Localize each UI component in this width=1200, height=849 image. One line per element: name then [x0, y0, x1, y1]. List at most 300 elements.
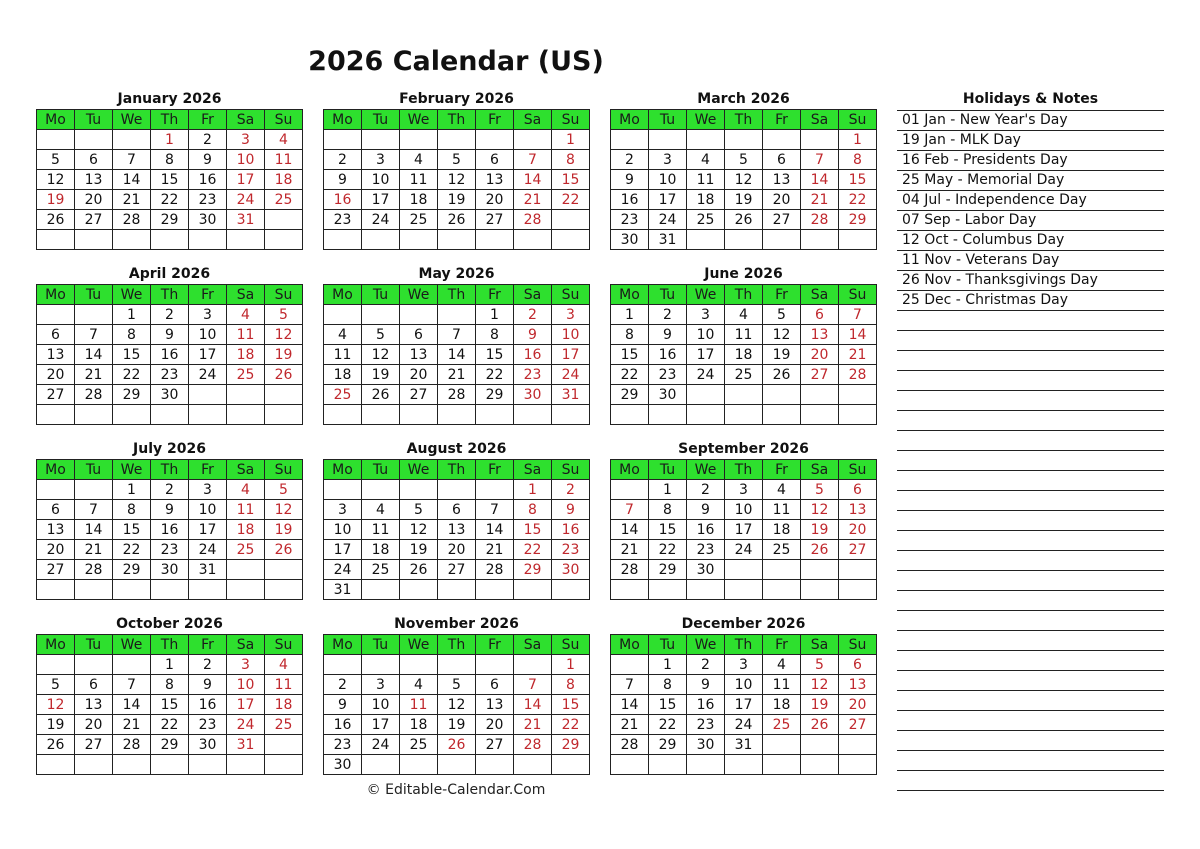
weekday-header: We: [687, 285, 725, 305]
day-cell: 21: [438, 365, 476, 385]
day-cell: 4: [400, 150, 438, 170]
day-cell: 8: [839, 150, 877, 170]
empty-cell: [227, 405, 265, 425]
day-cell: 9: [189, 150, 227, 170]
day-cell: 21: [611, 540, 649, 560]
day-cell: 21: [113, 190, 151, 210]
empty-cell: [75, 655, 113, 675]
day-cell: 24: [725, 715, 763, 735]
day-cell: 1: [649, 480, 687, 500]
day-cell: 21: [75, 540, 113, 560]
month-table: [323, 634, 590, 775]
note-line: [897, 351, 1164, 371]
day-cell: 13: [438, 520, 476, 540]
day-cell: 13: [476, 695, 514, 715]
week-row: [324, 715, 590, 735]
day-cell: 24: [649, 210, 687, 230]
weekday-header: Sa: [227, 635, 265, 655]
note-line: [897, 651, 1164, 671]
note-line: 16 Feb - Presidents Day: [897, 151, 1164, 171]
week-row: [324, 500, 590, 520]
weekday-header: Fr: [189, 110, 227, 130]
month-block: [610, 264, 877, 425]
week-row: [37, 735, 303, 755]
day-cell: 30: [324, 755, 362, 775]
day-cell: 16: [611, 190, 649, 210]
weekday-header: Th: [725, 460, 763, 480]
day-cell: 22: [552, 190, 590, 210]
week-row: [324, 365, 590, 385]
day-cell: 14: [611, 695, 649, 715]
weekday-header: Sa: [514, 110, 552, 130]
day-cell: 25: [265, 715, 303, 735]
weekday-header: Fr: [476, 110, 514, 130]
empty-cell: [725, 130, 763, 150]
empty-cell: [227, 580, 265, 600]
week-row: [611, 150, 877, 170]
month-table: [323, 459, 590, 600]
day-cell: 16: [189, 695, 227, 715]
weekday-header: Tu: [75, 460, 113, 480]
week-row: [611, 305, 877, 325]
day-cell: 6: [839, 655, 877, 675]
day-cell: 3: [362, 150, 400, 170]
day-cell: 15: [552, 170, 590, 190]
day-cell: 24: [324, 560, 362, 580]
note-line: [897, 451, 1164, 471]
day-cell: 2: [189, 655, 227, 675]
empty-cell: [611, 405, 649, 425]
day-cell: 10: [552, 325, 590, 345]
day-cell: 14: [514, 695, 552, 715]
weekday-header: Th: [438, 110, 476, 130]
day-cell: 26: [438, 210, 476, 230]
day-cell: 28: [611, 735, 649, 755]
day-cell: 17: [227, 170, 265, 190]
day-cell: 13: [37, 520, 75, 540]
month-table: [36, 109, 303, 250]
empty-cell: [801, 130, 839, 150]
day-cell: 9: [687, 675, 725, 695]
day-cell: 8: [113, 500, 151, 520]
day-cell: 16: [324, 190, 362, 210]
holidays-notes-panel: [897, 89, 1164, 791]
weekday-header: Fr: [189, 460, 227, 480]
day-cell: 8: [151, 675, 189, 695]
note-line: 25 Dec - Christmas Day: [897, 291, 1164, 311]
day-cell: 17: [649, 190, 687, 210]
day-cell: 29: [151, 210, 189, 230]
day-cell: 15: [113, 345, 151, 365]
note-line: [897, 611, 1164, 631]
empty-cell: [265, 755, 303, 775]
note-line: [897, 551, 1164, 571]
week-row: [611, 170, 877, 190]
day-cell: 27: [75, 210, 113, 230]
day-cell: 1: [151, 655, 189, 675]
note-line: [897, 691, 1164, 711]
day-cell: 10: [227, 675, 265, 695]
day-cell: 3: [189, 480, 227, 500]
day-cell: 8: [649, 675, 687, 695]
weekday-header: Tu: [649, 285, 687, 305]
week-row: [324, 755, 590, 775]
weekday-header: Sa: [801, 460, 839, 480]
day-cell: 25: [400, 210, 438, 230]
empty-cell: [75, 230, 113, 250]
empty-cell: [113, 580, 151, 600]
day-cell: 29: [611, 385, 649, 405]
week-row: [37, 500, 303, 520]
empty-cell: [227, 230, 265, 250]
day-cell: 18: [400, 715, 438, 735]
day-cell: 12: [362, 345, 400, 365]
day-cell: 15: [113, 520, 151, 540]
week-row: [611, 230, 877, 250]
day-cell: 17: [362, 715, 400, 735]
day-cell: 21: [611, 715, 649, 735]
day-cell: 31: [649, 230, 687, 250]
month-table: [323, 109, 590, 250]
empty-cell: [552, 755, 590, 775]
weekday-header: Su: [839, 460, 877, 480]
day-cell: 3: [725, 655, 763, 675]
day-cell: 22: [151, 715, 189, 735]
day-cell: 1: [113, 305, 151, 325]
week-row: [37, 755, 303, 775]
empty-cell: [763, 230, 801, 250]
note-line: [897, 491, 1164, 511]
note-line: [897, 731, 1164, 751]
day-cell: 18: [265, 695, 303, 715]
day-cell: 12: [400, 520, 438, 540]
day-cell: 4: [227, 305, 265, 325]
month-block: [36, 89, 303, 250]
day-cell: 2: [324, 675, 362, 695]
day-cell: 9: [151, 500, 189, 520]
day-cell: 16: [514, 345, 552, 365]
empty-cell: [75, 305, 113, 325]
day-cell: 22: [113, 365, 151, 385]
notes-title: Holidays & Notes: [897, 89, 1164, 111]
weekday-header: Fr: [476, 460, 514, 480]
day-cell: 20: [37, 365, 75, 385]
day-cell: 14: [438, 345, 476, 365]
empty-cell: [400, 480, 438, 500]
weekday-header: Tu: [362, 285, 400, 305]
day-cell: 6: [400, 325, 438, 345]
empty-cell: [362, 755, 400, 775]
weekday-header: Su: [839, 285, 877, 305]
day-cell: 27: [763, 210, 801, 230]
day-cell: 31: [552, 385, 590, 405]
day-cell: 2: [687, 655, 725, 675]
month-block: [323, 264, 590, 425]
day-cell: 1: [552, 655, 590, 675]
day-cell: 24: [687, 365, 725, 385]
day-cell: 11: [400, 695, 438, 715]
empty-cell: [75, 480, 113, 500]
day-cell: 19: [362, 365, 400, 385]
day-cell: 25: [725, 365, 763, 385]
day-cell: 22: [514, 540, 552, 560]
day-cell: 4: [227, 480, 265, 500]
day-cell: 3: [324, 500, 362, 520]
weekday-header: We: [400, 110, 438, 130]
day-cell: 6: [37, 325, 75, 345]
day-cell: 11: [227, 325, 265, 345]
day-cell: 11: [763, 675, 801, 695]
weekday-header: We: [687, 110, 725, 130]
day-cell: 16: [151, 520, 189, 540]
empty-cell: [476, 755, 514, 775]
weekday-header: Tu: [649, 110, 687, 130]
day-cell: 24: [725, 540, 763, 560]
month-table: [610, 634, 877, 775]
empty-cell: [400, 130, 438, 150]
week-row: [324, 190, 590, 210]
weekday-header: We: [687, 460, 725, 480]
note-line: [897, 391, 1164, 411]
note-line: [897, 331, 1164, 351]
day-cell: 26: [801, 540, 839, 560]
note-line: 12 Oct - Columbus Day: [897, 231, 1164, 251]
weekday-header: Tu: [75, 635, 113, 655]
weekday-header: Tu: [75, 285, 113, 305]
weekday-header: We: [113, 110, 151, 130]
day-cell: 28: [113, 210, 151, 230]
weekday-header: Su: [265, 635, 303, 655]
day-cell: 13: [75, 695, 113, 715]
weekday-header: Fr: [476, 285, 514, 305]
note-line: [897, 711, 1164, 731]
day-cell: 18: [227, 520, 265, 540]
empty-cell: [801, 385, 839, 405]
day-cell: 17: [552, 345, 590, 365]
day-cell: 27: [37, 385, 75, 405]
week-row: [324, 305, 590, 325]
month-name: February 2026: [399, 91, 514, 107]
week-row: [324, 230, 590, 250]
day-cell: 18: [763, 520, 801, 540]
day-cell: 14: [801, 170, 839, 190]
empty-cell: [75, 580, 113, 600]
day-cell: 4: [362, 500, 400, 520]
day-cell: 31: [227, 210, 265, 230]
month-block: [323, 89, 590, 250]
day-cell: 12: [438, 695, 476, 715]
day-cell: 12: [438, 170, 476, 190]
empty-cell: [476, 580, 514, 600]
day-cell: 4: [265, 130, 303, 150]
week-row: [37, 385, 303, 405]
empty-cell: [265, 580, 303, 600]
week-row: [324, 130, 590, 150]
day-cell: 9: [514, 325, 552, 345]
day-cell: 16: [151, 345, 189, 365]
weekday-header: Tu: [362, 110, 400, 130]
month-block: [610, 439, 877, 600]
day-cell: 18: [265, 170, 303, 190]
month-name: June 2026: [704, 266, 783, 282]
empty-cell: [763, 735, 801, 755]
weekday-header: Sa: [514, 285, 552, 305]
month-table: [610, 109, 877, 250]
day-cell: 7: [514, 150, 552, 170]
day-cell: 25: [324, 385, 362, 405]
day-cell: 26: [265, 365, 303, 385]
empty-cell: [265, 735, 303, 755]
day-cell: 3: [552, 305, 590, 325]
empty-cell: [438, 405, 476, 425]
day-cell: 19: [725, 190, 763, 210]
weekday-header: Su: [265, 110, 303, 130]
weekday-header: Th: [438, 635, 476, 655]
weekday-header: Tu: [362, 460, 400, 480]
weekday-header: Su: [552, 635, 590, 655]
weekday-header: Mo: [324, 635, 362, 655]
day-cell: 6: [801, 305, 839, 325]
note-line: [897, 311, 1164, 331]
empty-cell: [725, 405, 763, 425]
week-row: [611, 210, 877, 230]
weekday-header: Su: [552, 285, 590, 305]
week-row: [37, 150, 303, 170]
month-name: October 2026: [116, 616, 223, 632]
day-cell: 10: [725, 500, 763, 520]
day-cell: 14: [839, 325, 877, 345]
day-cell: 5: [265, 305, 303, 325]
week-row: [611, 655, 877, 675]
day-cell: 10: [687, 325, 725, 345]
day-cell: 13: [400, 345, 438, 365]
day-cell: 23: [649, 365, 687, 385]
empty-cell: [362, 405, 400, 425]
day-cell: 10: [362, 695, 400, 715]
day-cell: 24: [189, 540, 227, 560]
day-cell: 23: [324, 735, 362, 755]
day-cell: 17: [362, 190, 400, 210]
week-row: [611, 560, 877, 580]
weekday-header: Mo: [324, 460, 362, 480]
day-cell: 7: [75, 325, 113, 345]
weekday-header: Fr: [763, 285, 801, 305]
day-cell: 30: [514, 385, 552, 405]
day-cell: 5: [37, 150, 75, 170]
week-row: [37, 405, 303, 425]
day-cell: 26: [438, 735, 476, 755]
empty-cell: [151, 230, 189, 250]
weekday-header: Fr: [189, 285, 227, 305]
empty-cell: [476, 230, 514, 250]
empty-cell: [438, 755, 476, 775]
day-cell: 21: [514, 715, 552, 735]
day-cell: 28: [75, 560, 113, 580]
day-cell: 15: [514, 520, 552, 540]
empty-cell: [839, 385, 877, 405]
day-cell: 11: [400, 170, 438, 190]
empty-cell: [763, 580, 801, 600]
week-row: [611, 480, 877, 500]
empty-cell: [400, 305, 438, 325]
week-row: [611, 345, 877, 365]
month-block: [610, 89, 877, 250]
day-cell: 18: [687, 190, 725, 210]
month-table: [36, 284, 303, 425]
day-cell: 30: [611, 230, 649, 250]
day-cell: 24: [552, 365, 590, 385]
empty-cell: [476, 480, 514, 500]
empty-cell: [265, 230, 303, 250]
day-cell: 16: [649, 345, 687, 365]
day-cell: 12: [265, 500, 303, 520]
weekday-header: Th: [151, 460, 189, 480]
empty-cell: [438, 130, 476, 150]
empty-cell: [649, 405, 687, 425]
weekday-header: Th: [151, 285, 189, 305]
empty-cell: [725, 580, 763, 600]
month-name: December 2026: [681, 616, 806, 632]
month-block: [36, 614, 303, 775]
week-row: [611, 190, 877, 210]
empty-cell: [801, 230, 839, 250]
empty-cell: [552, 405, 590, 425]
empty-cell: [37, 655, 75, 675]
day-cell: 28: [801, 210, 839, 230]
empty-cell: [801, 755, 839, 775]
day-cell: 5: [400, 500, 438, 520]
day-cell: 27: [839, 540, 877, 560]
empty-cell: [611, 480, 649, 500]
day-cell: 14: [113, 695, 151, 715]
note-line: 19 Jan - MLK Day: [897, 131, 1164, 151]
day-cell: 28: [75, 385, 113, 405]
note-line: 01 Jan - New Year's Day: [897, 111, 1164, 131]
empty-cell: [37, 480, 75, 500]
empty-cell: [514, 655, 552, 675]
week-row: [324, 675, 590, 695]
weekday-header: Su: [552, 460, 590, 480]
month-table: [36, 459, 303, 600]
day-cell: 20: [75, 190, 113, 210]
empty-cell: [400, 655, 438, 675]
day-cell: 30: [151, 385, 189, 405]
day-cell: 19: [400, 540, 438, 560]
week-row: [324, 405, 590, 425]
day-cell: 20: [763, 190, 801, 210]
day-cell: 20: [839, 695, 877, 715]
day-cell: 9: [151, 325, 189, 345]
note-line: 11 Nov - Veterans Day: [897, 251, 1164, 271]
day-cell: 31: [189, 560, 227, 580]
empty-cell: [514, 230, 552, 250]
day-cell: 2: [151, 480, 189, 500]
empty-cell: [476, 405, 514, 425]
day-cell: 18: [763, 695, 801, 715]
day-cell: 9: [611, 170, 649, 190]
empty-cell: [649, 130, 687, 150]
weekday-header: Th: [725, 285, 763, 305]
day-cell: 23: [552, 540, 590, 560]
day-cell: 19: [763, 345, 801, 365]
weekday-header: Sa: [514, 635, 552, 655]
weekday-header: Tu: [75, 110, 113, 130]
weekday-header: Sa: [227, 460, 265, 480]
day-cell: 20: [476, 715, 514, 735]
day-cell: 7: [839, 305, 877, 325]
empty-cell: [514, 755, 552, 775]
day-cell: 13: [839, 675, 877, 695]
